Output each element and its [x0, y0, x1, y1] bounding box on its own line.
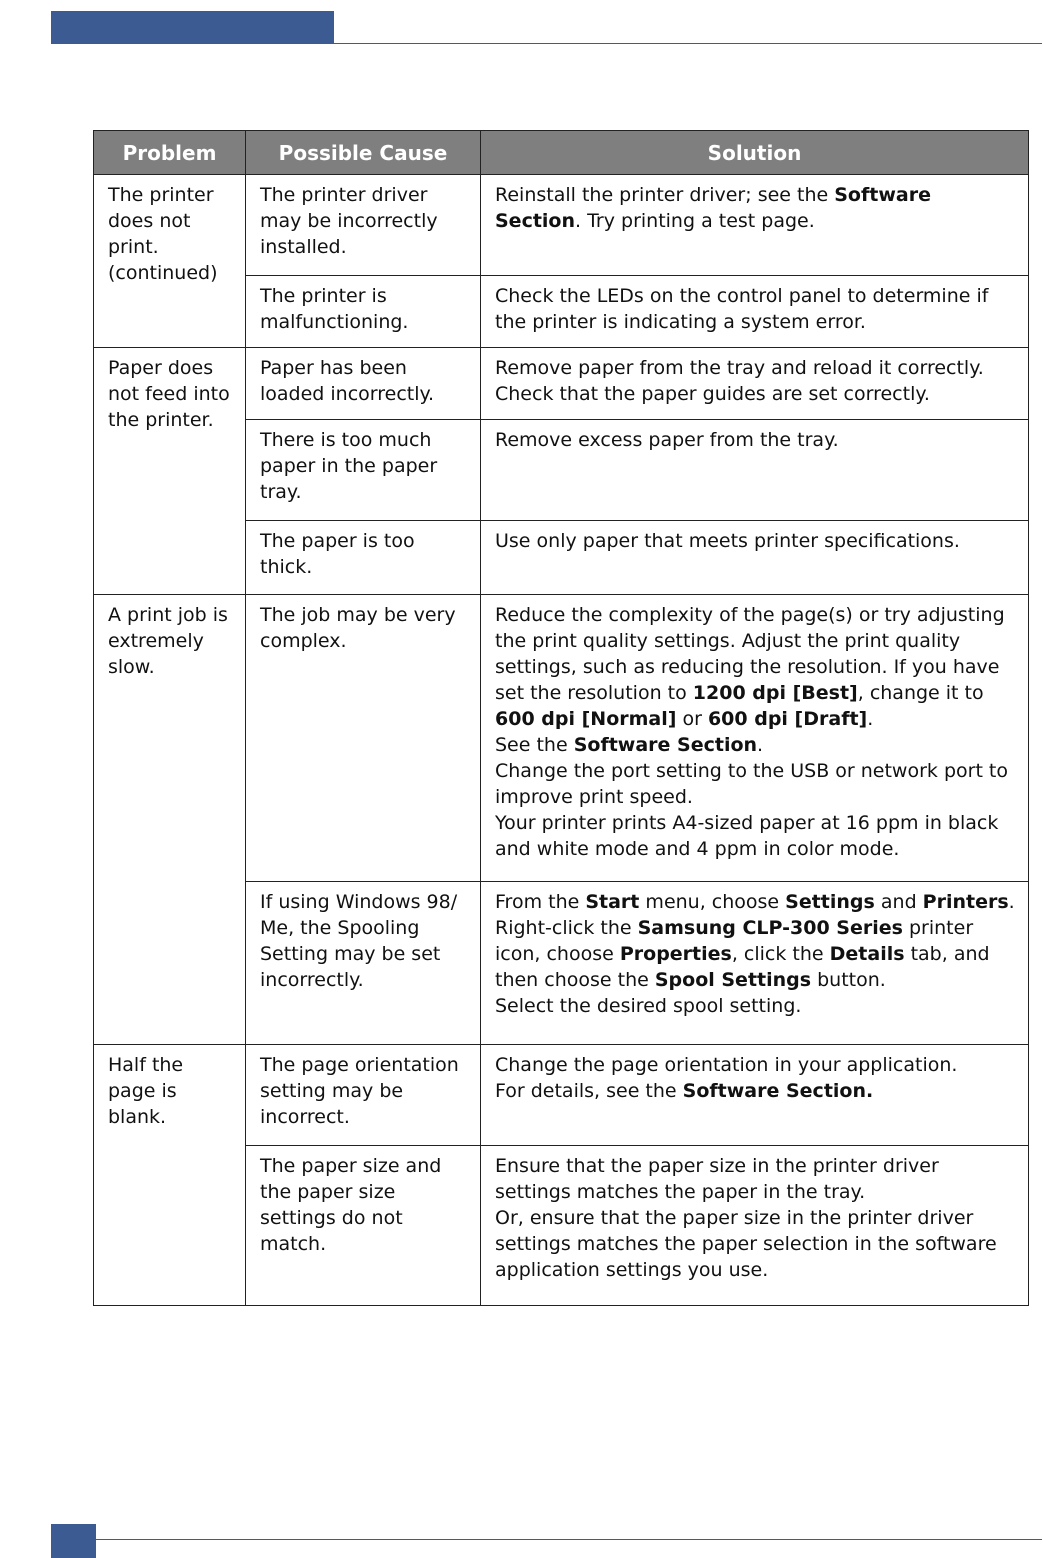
- header-accent-bar: [51, 11, 334, 44]
- solution-cell: Ensure that the paper size in the printer driver settings matches the paper in the tray. Or, ensure that the paper size in the printer driver settings matches the paper selection in the software application settings you use.: [481, 1146, 1029, 1306]
- cause-cell: If using Windows 98/ Me, the Spooling Setting may be set incorrectly.: [246, 882, 481, 1045]
- problem-cell: A print job is extremely slow.: [94, 595, 246, 1045]
- troubleshooting-table: [93, 130, 1029, 1306]
- cause-cell: There is too much paper in the paper tray.: [246, 420, 481, 521]
- header-rule: [51, 43, 1042, 44]
- cause-cell: The job may be very complex.: [246, 595, 481, 882]
- header-solution: Solution: [481, 131, 1029, 175]
- problem-cell: Paper does not feed into the printer.: [94, 348, 246, 595]
- cause-cell: The printer driver may be incorrectly installed.: [246, 175, 481, 276]
- cause-cell: Paper has been loaded incorrectly.: [246, 348, 481, 420]
- cause-cell: The page orientation setting may be incorrect.: [246, 1045, 481, 1146]
- header-possible-cause: Possible Cause: [246, 131, 481, 175]
- solution-cell: Reinstall the printer driver; see the Software Section. Try printing a test page.: [481, 175, 1029, 276]
- table-header-row: [94, 131, 1029, 175]
- problem-cell: Half the page is blank.: [94, 1045, 246, 1306]
- solution-cell: Check the LEDs on the control panel to determine if the printer is indicating a system error.: [481, 276, 1029, 348]
- solution-cell: Use only paper that meets printer specifications.: [481, 521, 1029, 595]
- table-row: [94, 1045, 1029, 1146]
- table-row: [94, 595, 1029, 882]
- cause-cell: The paper is too thick.: [246, 521, 481, 595]
- solution-cell: Remove paper from the tray and reload it correctly. Check that the paper guides are set correctly.: [481, 348, 1029, 420]
- solution-cell: From the Start menu, choose Settings and Printers. Right-click the Samsung CLP-300 Series printer icon, choose Properties, click the Details tab, and then choose the Spool Settings button. Select the desired spool setting.: [481, 882, 1029, 1045]
- footer-rule: [51, 1539, 1042, 1540]
- problem-cell: The printer does not print. (continued): [94, 175, 246, 348]
- cause-cell: The printer is malfunctioning.: [246, 276, 481, 348]
- solution-cell: Reduce the complexity of the page(s) or try adjusting the print quality settings. Adjust the print quality settings, such as reducing the resolution. If you have set the resolution to 1200 dpi [Best], change it to 600 dpi [Normal] or 600 dpi [Draft]. See the Software Section. Change the port setting to the USB or network port to improve print speed. Your printer prints A4-sized paper at 16 ppm in black and white mode and 4 ppm in color mode.: [481, 595, 1029, 882]
- footer-page-box: [51, 1524, 96, 1558]
- cause-cell: The paper size and the paper size settings do not match.: [246, 1146, 481, 1306]
- solution-cell: Change the page orientation in your application. For details, see the Software Section.: [481, 1045, 1029, 1146]
- solution-cell: Remove excess paper from the tray.: [481, 420, 1029, 521]
- table-row: [94, 175, 1029, 276]
- table-row: [94, 348, 1029, 420]
- header-problem: Problem: [94, 131, 246, 175]
